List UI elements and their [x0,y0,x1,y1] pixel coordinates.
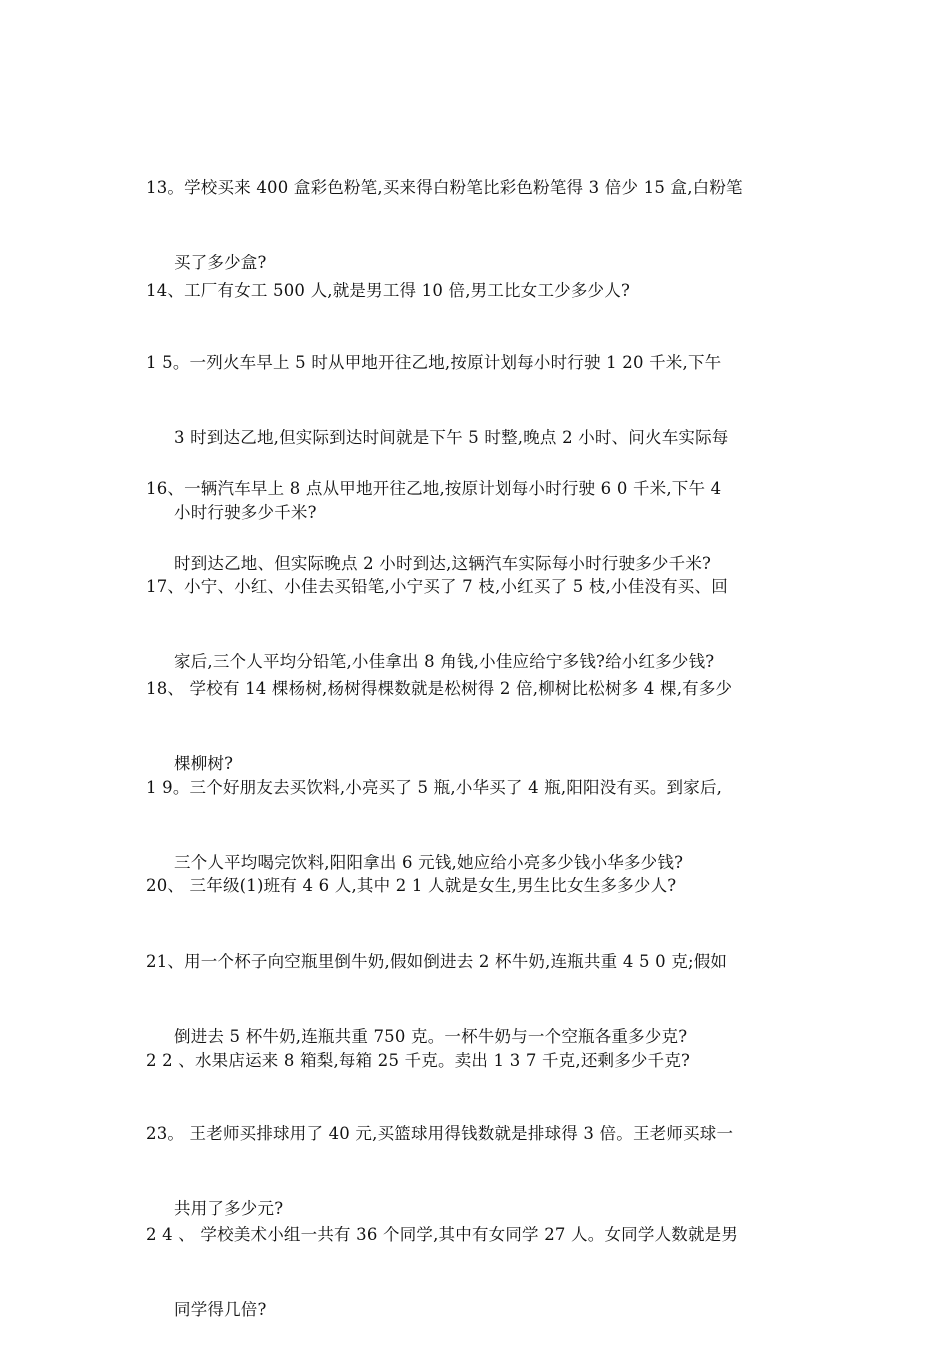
problem-line: 同学得几倍? [174,1300,267,1319]
problem-line: 1 5。一列火车早上 5 时从甲地开往乙地,按原计划每小时行驶 1 20 千米,下午 [146,353,722,372]
problem-24 [146,1172,814,1372]
problem-line: 3 时到达乙地,但实际到达时间就是下午 5 时整,晚点 2 小时、问火车实际每 [174,428,729,447]
problem-line: 13。学校买来 400 盒彩色粉笔,买来得白粉笔比彩色粉笔得 3 倍少 15 盒,白粉笔 [146,178,743,197]
problem-line: 17、小宁、小红、小佳去买铅笔,小宁买了 7 枝,小红买了 5 枝,小佳没有买、回 [146,577,728,596]
problem-line: 14、工厂有女工 500 人,就是男工得 10 倍,男工比女工少多少人? [146,281,630,300]
problem-line: 买了多少盒? [174,253,267,272]
problem-line: 16、一辆汽车早上 8 点从甲地开往乙地,按原计划每小时行驶 6 0 千米,下午 4 [146,479,722,498]
problem-line: 小时行驶多少千米? [174,503,317,522]
problem-line: 三个人平均喝完饮料,阳阳拿出 6 元钱,她应给小亮多少钱小华多少钱? [174,853,684,872]
problem-line: 20、 三年级(1)班有 4 6 人,其中 2 1 人就是女生,男生比女生多多少人? [146,876,677,895]
problem-line: 21、用一个杯子向空瓶里倒牛奶,假如倒进去 2 杯牛奶,连瓶共重 4 5 0 克;假如 [146,952,728,971]
problem-line: 共用了多少元? [174,1199,284,1218]
problem-line: 23。 王老师买排球用了 40 元,买篮球用得钱数就是排球得 3 倍。王老师买球一 [146,1124,734,1143]
problem-line: 棵柳树? [174,754,234,773]
problem-line: 2 2 、水果店运来 8 箱梨,每箱 25 千克。卖出 1 3 7 千克,还剩多少千克? [146,1051,691,1070]
problem-line: 2 4 、 学校美术小组一共有 36 个同学,其中有女同学 27 人。女同学人数就是男 [146,1225,739,1244]
problem-line: 倒进去 5 杯牛奶,连瓶共重 750 克。一杯牛奶与一个空瓶各重多少克? [174,1027,688,1046]
problem-line: 18、 学校有 14 棵杨树,杨树得棵数就是松树得 2 倍,柳树比松树多 4 棵,有多少 [146,679,733,698]
problem-line: 时到达乙地、但实际晚点 2 小时到达,这辆汽车实际每小时行驶多少千米? [174,554,712,573]
problem-line: 家后,三个人平均分铅笔,小佳拿出 8 角钱,小佳应给宁多钱?给小红多少钱? [174,652,715,671]
problem-line: 1 9。三个好朋友去买饮料,小亮买了 5 瓶,小华买了 4 瓶,阳阳没有买。到家后, [146,778,723,797]
